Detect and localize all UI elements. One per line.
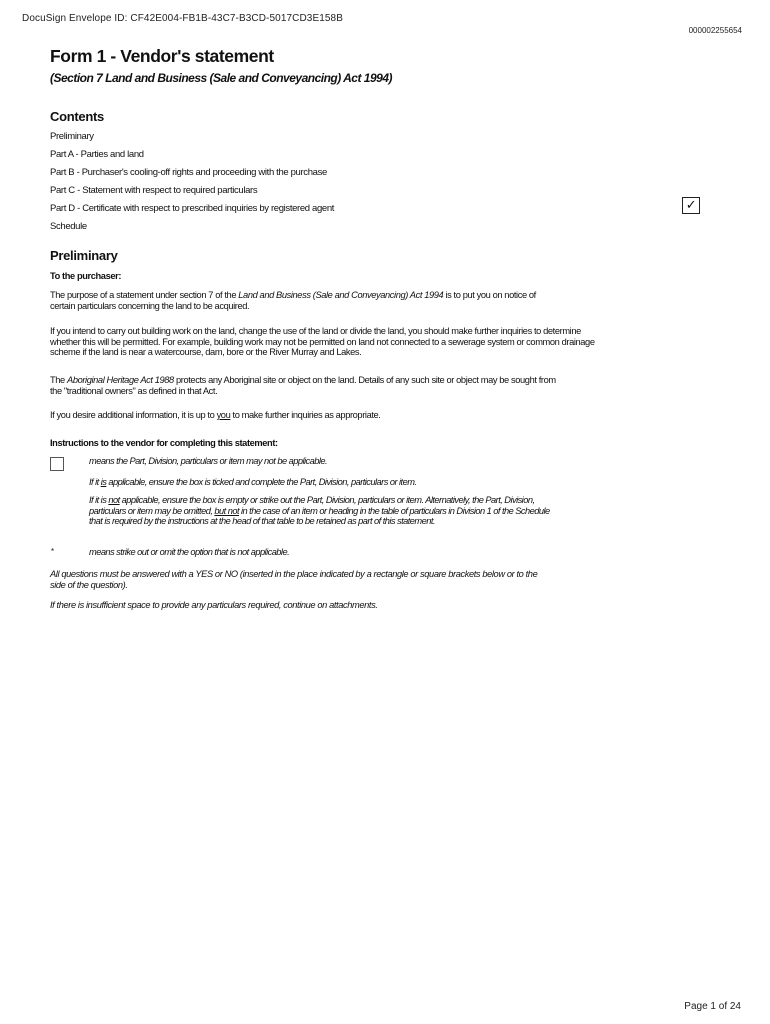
preliminary-heading: Preliminary [50,248,118,263]
page-title: Form 1 - Vendor's statement [50,46,274,66]
all-questions-text: All questions must be answered with a YES or NO (inserted in the place indicated by a rectangle or square brackets below or to the side of the question). [50,569,538,590]
contents-item-part-d: Part D - Certificate with respect to prescribed inquiries by registered agent ✓ [50,202,710,220]
part-d-checkbox[interactable]: ✓ [682,197,700,214]
contents-item-schedule: Schedule [50,221,87,232]
page-number: Page 1 of 24 [684,1001,741,1012]
contents-item-part-b: Part B - Purchaser's cooling-off rights and proceeding with the purchase [50,167,327,178]
insufficient-space-text: If there is insufficient space to provide any particulars required, continue on attachments. [50,600,378,610]
purpose-paragraph: The purpose of a statement under section 7 of the Land and Business (Sale and Conveyancing) Act 1994 is to put you on notice of certain particulars concerning the land to be acquired. [50,290,536,311]
contents-item-preliminary: Preliminary [50,131,94,142]
contents-heading: Contents [50,109,104,124]
box-meaning-text: means the Part, Division, particulars or item may not be applicable. [89,456,328,466]
to-purchaser-label: To the purchaser: [50,271,122,281]
contents-list [50,130,710,238]
additional-info-paragraph: If you desire additional information, it is up to you to make further inquiries as appropriate. [50,410,381,420]
contents-item-part-a: Part A - Parties and land [50,149,144,160]
building-work-paragraph: If you intend to carry out building work on the land, change the use of the land or divide the land, you should make further inquiries to determine whether this will be permitted. For example, building work may not be permitted on land not connected to a sewerage system or common drainage scheme if the land is near a watercourse, dam, bore or the River Murray and Lakes. [50,326,595,358]
page-subtitle: (Section 7 Land and Business (Sale and Conveyancing) Act 1994) [50,71,392,85]
aboriginal-heritage-paragraph: The Aboriginal Heritage Act 1988 protects any Aboriginal site or object on the land. Details of any such site or object may be sought from the "traditional owners" as defined in that Act. [50,375,556,396]
if-not-applicable-text: If it is not applicable, ensure the box is empty or strike out the Part, Division, particulars or item. Alternatively, the Part, Division, particulars or item may be omitted, but not in the case of an item or heading in the table of particulars in Division 1 of the Schedule that is required by the instructions at the head of that table to be retained as part of this statement. [89,495,550,527]
empty-box-symbol [50,457,64,471]
document-number: 000002255654 [688,26,742,35]
contents-item-part-c: Part C - Statement with respect to required particulars [50,185,258,196]
asterisk-meaning-text: means strike out or omit the option that is not applicable. [89,547,290,557]
asterisk-symbol: * [51,547,55,556]
docusign-envelope-id: DocuSign Envelope ID: CF42E004-FB1B-43C7-B3CD-5017CD3E158B [22,13,343,24]
instructions-heading: Instructions to the vendor for completing this statement: [50,438,278,448]
if-applicable-text: If it is applicable, ensure the box is ticked and complete the Part, Division, particulars or item. [89,477,417,487]
